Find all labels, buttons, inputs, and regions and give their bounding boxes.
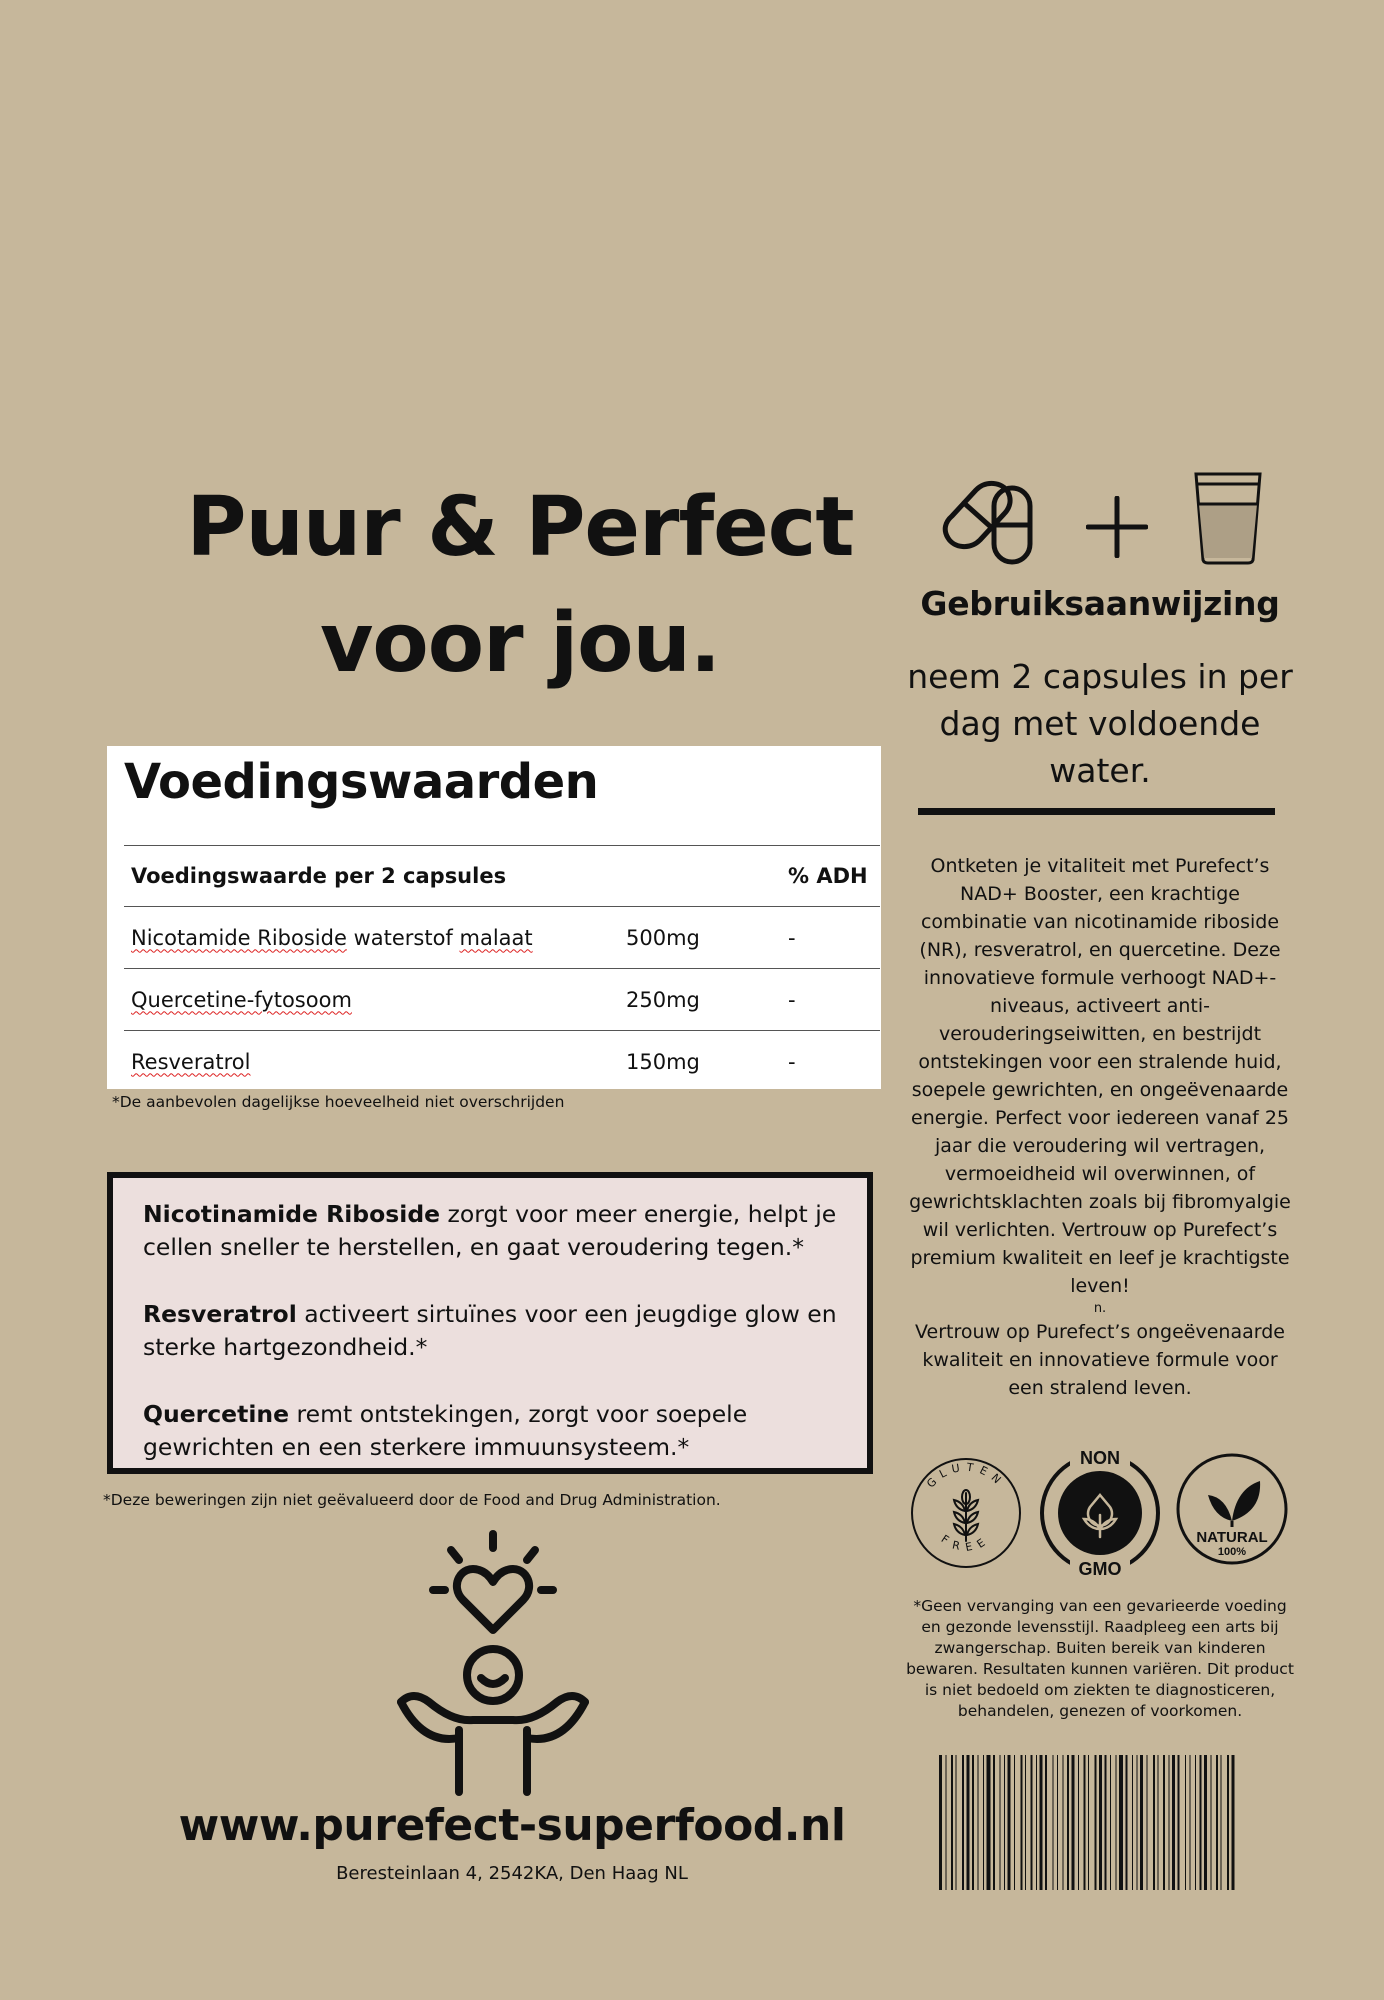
barcode-bar bbox=[1036, 1755, 1037, 1890]
natural-icon bbox=[1174, 1451, 1290, 1567]
description-fragment: n. bbox=[1093, 1301, 1107, 1316]
claim-ingredient: Nicotinamide Riboside bbox=[143, 1200, 441, 1228]
claim-text: zorgt voor meer energie, helpt je cellen sneller te herstellen, en gaat veroudering tegen.* bbox=[143, 1200, 837, 1261]
barcode-bar bbox=[1232, 1755, 1235, 1890]
barcode-bar bbox=[987, 1755, 991, 1890]
barcode-bar bbox=[1137, 1755, 1138, 1890]
barcode-bar bbox=[1025, 1755, 1026, 1890]
description-text-2: Vertrouw op Purefect’s ongeëvenaarde kwaliteit en innovatieve formule voor een stralend leven. bbox=[915, 1321, 1285, 1399]
nutrition-header-row bbox=[124, 846, 880, 907]
barcode-bar bbox=[1095, 1755, 1097, 1890]
barcode-bar bbox=[978, 1755, 979, 1890]
barcode-bar bbox=[956, 1755, 957, 1890]
table-row bbox=[124, 1031, 880, 1093]
barcode-bar bbox=[1040, 1755, 1043, 1890]
disclaimer: *Geen vervanging van een gevarieerde voeding en gezonde levensstijl. Raadpleeg een arts bij zwangerschap. Buiten bereik van kinderen bewaren. Resultaten kunnen variëren. Dit product is niet bedoeld om ziekten te diagnosticeren, behandelen, genezen of voorkomen. bbox=[906, 1597, 1294, 1720]
nutrition-header-adh: % ADH bbox=[781, 846, 880, 907]
natural-badge-text: NATURAL bbox=[1196, 1529, 1268, 1546]
barcode-bar bbox=[1172, 1755, 1175, 1890]
address: Beresteinlaan 4, 2542KA, Den Haag NL bbox=[336, 1863, 688, 1884]
table-row bbox=[124, 907, 880, 969]
barcode-bar bbox=[967, 1755, 970, 1890]
nutrient-name-part: Nicotamide Riboside bbox=[131, 925, 347, 950]
barcode-bar bbox=[1105, 1755, 1107, 1890]
barcode-bar bbox=[993, 1755, 995, 1890]
barcode-bar bbox=[1204, 1755, 1207, 1890]
claim-text: activeert sirtuïnes voor een jeugdige glow en sterke hartgezondheid.* bbox=[143, 1300, 837, 1361]
happy-person-heart-icon bbox=[393, 1530, 593, 1800]
gluten-badge-bottom: FREE bbox=[938, 1532, 994, 1555]
claim-item bbox=[143, 1398, 849, 1464]
barcode-bar bbox=[1014, 1755, 1015, 1890]
barcode-bar bbox=[1031, 1755, 1033, 1890]
barcode-bar bbox=[983, 1755, 984, 1890]
nutrition-footnote: *De aanbevolen dagelijkse hoeveelheid niet overschrijden bbox=[112, 1093, 565, 1111]
gluten-free-icon bbox=[906, 1453, 1026, 1573]
barcode-bar bbox=[1057, 1755, 1058, 1890]
barcode-bar bbox=[1099, 1755, 1102, 1890]
barcode-bar bbox=[1119, 1755, 1123, 1890]
nutrient-adh: - bbox=[781, 969, 880, 1031]
barcode-bar bbox=[1084, 1755, 1086, 1890]
barcode-bar bbox=[1147, 1755, 1148, 1890]
usage-icons bbox=[936, 470, 1266, 570]
barcode-bar bbox=[1045, 1755, 1047, 1890]
barcode-bar bbox=[1185, 1755, 1186, 1890]
divider bbox=[918, 808, 1275, 815]
nutrient-amount: 150mg bbox=[619, 1031, 781, 1093]
barcode-bar bbox=[972, 1755, 974, 1890]
barcode-bar bbox=[1158, 1755, 1159, 1890]
claim-text: remt ontstekingen, zorgt voor soepele gewrichten en een sterkere immuunsysteem.* bbox=[143, 1400, 748, 1461]
barcode-bar bbox=[951, 1755, 953, 1890]
table-row bbox=[124, 969, 880, 1031]
claim-ingredient: Resveratrol bbox=[143, 1300, 297, 1328]
barcode-bar bbox=[1116, 1755, 1117, 1890]
nutrition-table bbox=[124, 845, 880, 1092]
headline bbox=[150, 470, 890, 702]
barcode-bar bbox=[1072, 1755, 1075, 1890]
barcode-bar bbox=[1190, 1755, 1191, 1890]
nutrient-name bbox=[124, 969, 619, 1031]
barcode-bar bbox=[1195, 1755, 1196, 1890]
gmo-badge-top: NON bbox=[1080, 1448, 1120, 1468]
plus-icon bbox=[1086, 496, 1148, 558]
claims-box bbox=[107, 1172, 873, 1474]
headline-line-2: voor jou. bbox=[319, 596, 721, 691]
product-description bbox=[905, 852, 1295, 1402]
claim-item bbox=[143, 1198, 849, 1264]
barcode-bar bbox=[1110, 1755, 1111, 1890]
barcode-bar bbox=[1063, 1755, 1064, 1890]
nutrient-name-part: Resveratrol bbox=[131, 1049, 251, 1074]
nutrient-name-part: malaat bbox=[459, 925, 533, 950]
nutrient-amount: 500mg bbox=[619, 907, 781, 969]
claims-footnote: *Deze beweringen zijn niet geëvalueerd door de Food and Drug Administration. bbox=[103, 1491, 721, 1509]
barcode-bar bbox=[1067, 1755, 1069, 1890]
barcode-bar bbox=[1200, 1755, 1202, 1890]
nutrition-table-panel bbox=[107, 746, 881, 1089]
barcode-bar bbox=[1053, 1755, 1054, 1890]
barcode-bar bbox=[1008, 1755, 1011, 1890]
barcode-bar bbox=[1169, 1755, 1170, 1890]
barcode-bar bbox=[1000, 1755, 1001, 1890]
barcode-bar bbox=[939, 1755, 942, 1890]
barcode-bar bbox=[1227, 1755, 1229, 1890]
website-link[interactable]: www.purefect-superfood.nl bbox=[178, 1800, 846, 1851]
nutrient-name bbox=[124, 907, 619, 969]
barcode-bar bbox=[1178, 1755, 1180, 1890]
barcode-bar bbox=[1140, 1755, 1143, 1890]
barcode-bar bbox=[946, 1755, 947, 1890]
nutrient-amount: 250mg bbox=[619, 969, 781, 1031]
gmo-badge-bottom: GMO bbox=[1078, 1559, 1122, 1575]
barcode-bar bbox=[1021, 1755, 1023, 1890]
description-text: Ontketen je vitaliteit met Purefect’s NAD+ Booster, een krachtige combinatie van nicotinamide riboside (NR), resveratrol, en quercetine. Deze innovatieve formule verhoogt NAD+-niveaus, activeert anti-verouderingseiwitten, en bestrijdt ontstekingen voor een stralende huid, soepele gewrichten, en ongeëvenaarde energie. Perfect voor iedereen vanaf 25 jaar die veroudering wil vertragen, vermoeidheid wil overwinnen, of gewrichtsklachten zoals bij fibromyalgie wil verlichten. Vertrouw op Purefect’s premium kwaliteit en leef je krachtigste leven! bbox=[909, 855, 1291, 1297]
capsule-icon bbox=[936, 470, 1036, 570]
natural-badge-percent: 100% bbox=[1217, 1546, 1247, 1558]
barcode-bar bbox=[1163, 1755, 1165, 1890]
nutrient-name-part: waterstof bbox=[346, 925, 460, 950]
nutrient-adh: - bbox=[781, 1031, 880, 1093]
nutrition-header-name: Voedingswaarde per 2 capsules bbox=[124, 846, 619, 907]
barcode-bar bbox=[962, 1755, 964, 1890]
usage-title: Gebruiksaanwijzing bbox=[920, 584, 1280, 623]
barcode-bar bbox=[1216, 1755, 1218, 1890]
quality-badges bbox=[906, 1445, 1291, 1575]
gluten-badge-top: GLUTEN bbox=[924, 1460, 1008, 1491]
barcode-bar bbox=[1132, 1755, 1133, 1890]
usage-instructions: neem 2 capsules in per dag met voldoende water. bbox=[907, 657, 1293, 790]
barcode-bar bbox=[1126, 1755, 1128, 1890]
nutrient-name-part: Quercetine-fytosoom bbox=[131, 987, 352, 1012]
nutrition-title: Voedingswaarden bbox=[124, 754, 599, 810]
claim-ingredient: Quercetine bbox=[143, 1400, 290, 1428]
nutrient-name bbox=[124, 1031, 619, 1093]
non-gmo-icon bbox=[1034, 1445, 1166, 1575]
barcode-bar bbox=[1221, 1755, 1222, 1890]
barcode-bar bbox=[1004, 1755, 1005, 1890]
barcode-bar bbox=[1078, 1755, 1079, 1890]
svg-text:GLUTEN bbox=[924, 1460, 1008, 1490]
nutrient-adh: - bbox=[781, 907, 880, 969]
nutrition-header-amount bbox=[619, 846, 781, 907]
barcode-bar bbox=[1153, 1755, 1155, 1890]
barcode-icon bbox=[937, 1755, 1242, 1890]
headline-line-1: Puur & Perfect bbox=[186, 480, 854, 575]
water-glass-icon bbox=[1192, 470, 1264, 566]
claim-item bbox=[143, 1298, 849, 1364]
barcode-bar bbox=[1211, 1755, 1212, 1890]
barcode-bar bbox=[1088, 1755, 1089, 1890]
